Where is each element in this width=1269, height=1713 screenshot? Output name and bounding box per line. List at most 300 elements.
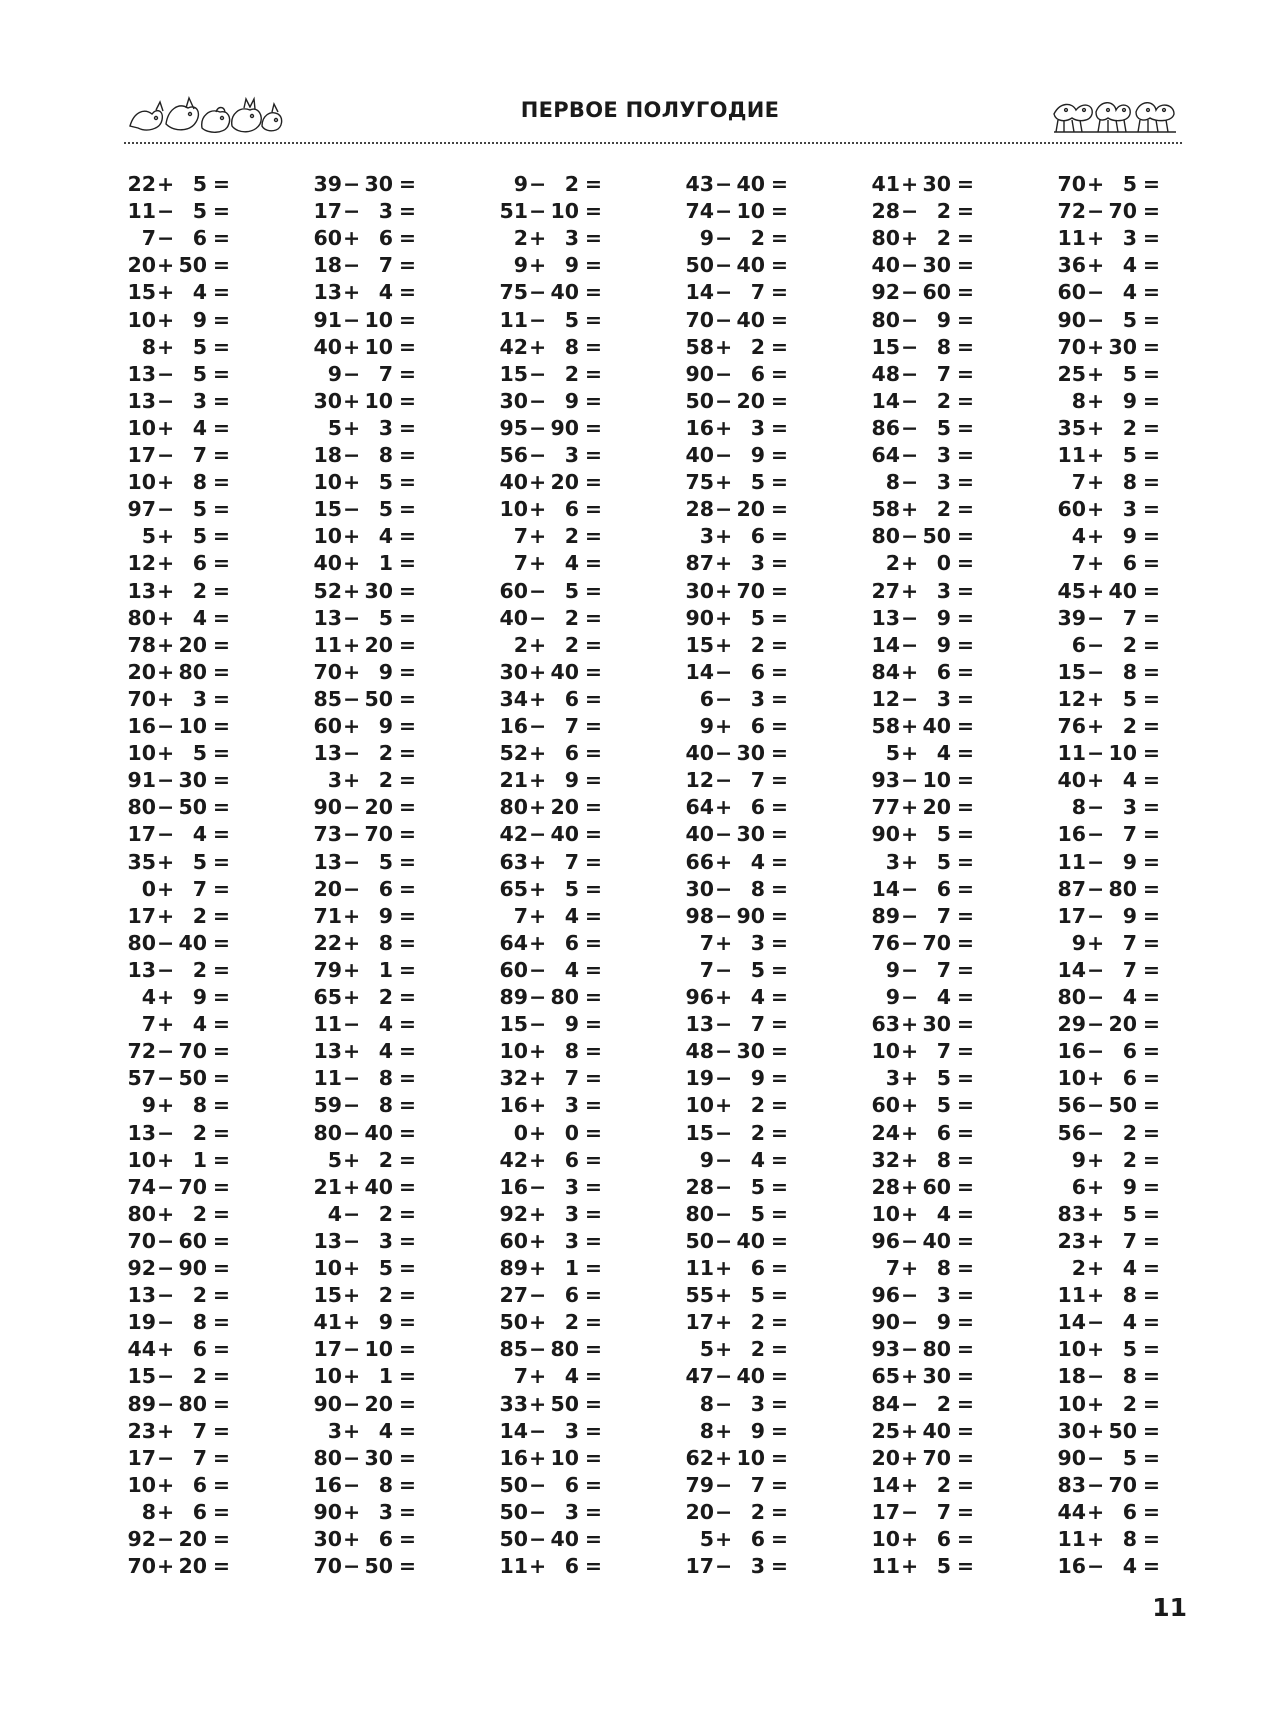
operand: 4 (564, 551, 579, 576)
problem-row (870, 550, 974, 577)
operand: 6 (564, 1554, 579, 1579)
problem-row (312, 930, 416, 957)
equals-sign: = (584, 1527, 602, 1551)
problem-row (1056, 1363, 1160, 1390)
equals-sign: = (770, 497, 788, 522)
equals-sign: = (584, 497, 602, 522)
equals-sign: = (770, 957, 788, 982)
operator: − (901, 605, 919, 630)
equals-sign: = (956, 1472, 974, 1497)
operand: 13 (127, 388, 156, 413)
operator: + (157, 605, 175, 630)
problem-row (684, 1120, 788, 1147)
operand: 50 (685, 1228, 714, 1253)
operand: 97 (127, 497, 156, 522)
operand: 80 (127, 795, 156, 820)
equals-sign: = (770, 470, 788, 495)
problem-row (126, 469, 230, 496)
operand: 16 (127, 714, 156, 738)
operand: 3 (885, 1066, 900, 1091)
problem-row (312, 252, 416, 279)
problem-row (1056, 1445, 1160, 1472)
operand: 6 (564, 1283, 579, 1308)
problem-row (1056, 1201, 1160, 1228)
operator: − (1087, 1472, 1105, 1497)
problem-row (312, 1282, 416, 1309)
operand: 50 (364, 686, 393, 711)
operand: 18 (313, 443, 342, 467)
equals-sign: = (584, 1283, 602, 1308)
operator: − (529, 307, 547, 332)
operand: 70 (127, 1228, 156, 1253)
operand: 17 (127, 1445, 156, 1470)
operand: 2 (885, 551, 900, 576)
equals-sign: = (956, 686, 974, 711)
operand: 2 (750, 632, 765, 657)
operand: 85 (499, 1337, 528, 1362)
operand: 15 (313, 497, 342, 522)
problem-row (498, 686, 602, 713)
operand: 9 (750, 1066, 765, 1091)
operator: + (715, 930, 733, 955)
operand: 20 (685, 1499, 714, 1524)
operand: 83 (1057, 1472, 1086, 1497)
equals-sign: = (398, 1066, 416, 1091)
equals-sign: = (956, 307, 974, 332)
equals-sign: = (212, 199, 230, 224)
operand: 9 (513, 172, 528, 196)
equals-sign: = (770, 1120, 788, 1145)
problem-row (126, 1065, 230, 1092)
problem-row (684, 1553, 788, 1580)
operand: 10 (127, 470, 156, 495)
operand: 8 (378, 1093, 393, 1118)
equals-sign: = (956, 930, 974, 955)
operator: + (715, 605, 733, 630)
problem-row (870, 442, 974, 469)
equals-sign: = (212, 470, 230, 495)
operand: 4 (378, 280, 393, 305)
operand: 7 (513, 551, 528, 576)
operand: 13 (127, 361, 156, 386)
problem-row (870, 1282, 974, 1309)
operand: 13 (313, 280, 342, 305)
operand: 14 (1057, 957, 1086, 982)
equals-sign: = (212, 307, 230, 332)
operator: + (343, 985, 361, 1009)
operand: 80 (550, 1337, 579, 1362)
operator: + (343, 1256, 361, 1280)
equals-sign: = (956, 1256, 974, 1280)
equals-sign: = (212, 361, 230, 386)
equals-sign: = (584, 1364, 602, 1389)
equals-sign: = (956, 1228, 974, 1253)
operator: − (343, 1391, 361, 1416)
operator: − (157, 1174, 175, 1199)
operator: − (343, 253, 361, 278)
equals-sign: = (212, 795, 230, 820)
operator: − (715, 876, 733, 901)
operand: 2 (750, 1120, 765, 1145)
operand: 13 (127, 957, 156, 982)
operator: + (901, 849, 919, 874)
equals-sign: = (212, 903, 230, 928)
equals-sign: = (584, 1201, 602, 1226)
equals-sign: = (398, 930, 416, 955)
operand: 78 (127, 632, 156, 657)
operand: 10 (550, 199, 579, 224)
operator: + (157, 1418, 175, 1443)
problem-row (498, 307, 602, 334)
operand: 87 (1057, 876, 1086, 901)
problem-row (498, 1174, 602, 1201)
problem-row (312, 767, 416, 794)
operand: 40 (736, 1228, 765, 1253)
operand: 17 (685, 1554, 714, 1579)
operand: 90 (736, 903, 765, 928)
problem-row (1056, 794, 1160, 821)
operand: 21 (499, 768, 528, 793)
operand: 50 (178, 253, 207, 278)
operand: 10 (1057, 1391, 1086, 1416)
equals-sign: = (398, 1527, 416, 1551)
operand: 2 (378, 1283, 393, 1308)
operand: 90 (685, 361, 714, 386)
equals-sign: = (398, 1472, 416, 1497)
problem-row (870, 1228, 974, 1255)
operand: 23 (1057, 1228, 1086, 1253)
operand: 7 (699, 957, 714, 982)
operator: + (529, 659, 547, 684)
problem-row (126, 1526, 230, 1553)
problem-row (1056, 1011, 1160, 1038)
operator: + (1087, 1337, 1105, 1362)
equals-sign: = (398, 524, 416, 549)
equals-sign: = (1142, 605, 1160, 630)
problem-row (1056, 876, 1160, 903)
operand: 4 (378, 1039, 393, 1064)
equals-sign: = (398, 741, 416, 766)
problem-row (870, 930, 974, 957)
problem-row (498, 767, 602, 794)
operand: 5 (750, 605, 765, 630)
operand: 70 (313, 1554, 342, 1579)
operand: 70 (178, 1174, 207, 1199)
operand: 3 (936, 443, 951, 467)
problem-row (1056, 659, 1160, 686)
operator: − (529, 1337, 547, 1362)
problem-row (498, 1553, 602, 1580)
problem-row (312, 1472, 416, 1499)
operator: − (715, 253, 733, 278)
operand: 7 (513, 524, 528, 549)
operator: + (157, 334, 175, 359)
operator: − (901, 1391, 919, 1416)
equals-sign: = (770, 1527, 788, 1551)
operator: + (901, 1201, 919, 1226)
equals-sign: = (212, 659, 230, 684)
operator: − (529, 1418, 547, 1443)
operand: 20 (550, 795, 579, 820)
problem-row (312, 550, 416, 577)
operand: 9 (1071, 930, 1086, 955)
equals-sign: = (1142, 1391, 1160, 1416)
equals-sign: = (398, 1256, 416, 1280)
operand: 7 (936, 1499, 951, 1524)
operand: 76 (871, 930, 900, 955)
operand: 3 (699, 524, 714, 549)
equals-sign: = (212, 497, 230, 522)
operand: 40 (550, 280, 579, 305)
operator: − (529, 957, 547, 982)
equals-sign: = (770, 822, 788, 847)
operand: 44 (1057, 1499, 1086, 1524)
operand: 18 (313, 253, 342, 278)
equals-sign: = (770, 1554, 788, 1579)
problem-row (870, 279, 974, 306)
equals-sign: = (584, 1093, 602, 1118)
equals-sign: = (212, 1256, 230, 1280)
operator: − (715, 903, 733, 928)
operator: − (1087, 903, 1105, 928)
equals-sign: = (770, 388, 788, 413)
problem-row (312, 279, 416, 306)
equals-sign: = (770, 795, 788, 820)
operand: 7 (936, 957, 951, 982)
operand: 5 (699, 1337, 714, 1362)
equals-sign: = (398, 1337, 416, 1362)
equals-sign: = (212, 1337, 230, 1362)
equals-sign: = (398, 1012, 416, 1037)
operand: 70 (922, 930, 951, 955)
problem-row (684, 252, 788, 279)
problem-row (312, 1255, 416, 1282)
operand: 3 (936, 1283, 951, 1308)
equals-sign: = (956, 1499, 974, 1524)
operator: + (715, 334, 733, 359)
operand: 6 (1122, 1499, 1137, 1524)
operand: 8 (1122, 659, 1137, 684)
operand: 9 (699, 226, 714, 251)
problem-row (126, 252, 230, 279)
operator: + (1087, 1201, 1105, 1226)
operator: + (901, 1445, 919, 1470)
operator: − (1087, 1039, 1105, 1064)
operator: − (157, 1364, 175, 1389)
operand: 30 (178, 768, 207, 793)
operator: − (715, 388, 733, 413)
equals-sign: = (956, 1201, 974, 1226)
operand: 30 (313, 388, 342, 413)
problem-row (126, 225, 230, 252)
page-title: ПЕРВОЕ ПОЛУГОДИЕ (520, 98, 780, 122)
operator: − (157, 443, 175, 467)
problem-row (498, 713, 602, 740)
operand: 92 (127, 1256, 156, 1280)
operand: 93 (871, 768, 900, 793)
operand: 60 (313, 714, 342, 738)
operator: − (529, 1012, 547, 1037)
equals-sign: = (956, 957, 974, 982)
equals-sign: = (212, 1391, 230, 1416)
operand: 11 (313, 632, 342, 657)
operator: + (901, 1418, 919, 1443)
operator: + (1087, 415, 1105, 440)
operator: + (901, 497, 919, 522)
operator: − (529, 1283, 547, 1308)
equals-sign: = (1142, 985, 1160, 1009)
equals-sign: = (956, 714, 974, 738)
equals-sign: = (584, 307, 602, 332)
operand: 58 (871, 714, 900, 738)
operand: 13 (127, 1120, 156, 1145)
operand: 10 (499, 1039, 528, 1064)
problem-row (498, 496, 602, 523)
operator: − (715, 1120, 733, 1145)
operand: 6 (564, 1472, 579, 1497)
operand: 80 (1108, 876, 1137, 901)
problem-row (498, 1499, 602, 1526)
operator: − (715, 1147, 733, 1172)
operand: 8 (885, 470, 900, 495)
operand: 98 (685, 903, 714, 928)
problem-row (1056, 686, 1160, 713)
operand: 3 (750, 1554, 765, 1579)
operator: − (157, 1120, 175, 1145)
operand: 12 (127, 551, 156, 576)
operand: 70 (364, 822, 393, 847)
operand: 10 (178, 714, 207, 738)
operand: 60 (178, 1228, 207, 1253)
operand: 6 (192, 1499, 207, 1524)
operand: 32 (499, 1066, 528, 1091)
operator: − (157, 1391, 175, 1416)
operand: 14 (871, 876, 900, 901)
equals-sign: = (398, 551, 416, 576)
equals-sign: = (212, 1093, 230, 1118)
problem-row (1056, 279, 1160, 306)
problem-row (684, 1526, 788, 1553)
problem-row (684, 469, 788, 496)
equals-sign: = (770, 1445, 788, 1470)
operand: 96 (871, 1283, 900, 1308)
operand: 64 (499, 930, 528, 955)
operand: 2 (192, 1201, 207, 1226)
equals-sign: = (584, 795, 602, 820)
operand: 5 (192, 334, 207, 359)
operand: 3 (564, 1174, 579, 1199)
problem-row (684, 307, 788, 334)
operator: + (157, 1093, 175, 1118)
operand: 3 (1122, 226, 1137, 251)
equals-sign: = (212, 443, 230, 467)
problem-row (1056, 1418, 1160, 1445)
problem-row (126, 1011, 230, 1038)
operator: + (529, 1364, 547, 1389)
operator: + (157, 849, 175, 874)
operand: 56 (1057, 1093, 1086, 1118)
equals-sign: = (1142, 172, 1160, 196)
operand: 80 (871, 524, 900, 549)
problem-row (312, 1363, 416, 1390)
operand: 24 (871, 1120, 900, 1145)
operand: 8 (564, 1039, 579, 1064)
problem-row (498, 740, 602, 767)
operand: 8 (1122, 1527, 1137, 1551)
problem-row (126, 442, 230, 469)
problem-row (1056, 1472, 1160, 1499)
operator: − (715, 497, 733, 522)
operand: 10 (313, 1364, 342, 1389)
problem-row (312, 659, 416, 686)
problem-row (126, 1499, 230, 1526)
problem-row (312, 1011, 416, 1038)
problem-row (1056, 388, 1160, 415)
operand: 9 (564, 1012, 579, 1037)
operand: 40 (922, 1418, 951, 1443)
equals-sign: = (770, 741, 788, 766)
equals-sign: = (956, 1093, 974, 1118)
operator: + (157, 470, 175, 495)
problem-row (498, 1120, 602, 1147)
operand: 96 (685, 985, 714, 1009)
operand: 5 (564, 307, 579, 332)
operator: − (529, 172, 547, 196)
operand: 3 (936, 578, 951, 603)
problem-row (312, 1526, 416, 1553)
equals-sign: = (1142, 1364, 1160, 1389)
operand: 90 (178, 1256, 207, 1280)
problem-row (870, 713, 974, 740)
operand: 6 (192, 551, 207, 576)
operator: − (901, 280, 919, 305)
operand: 70 (922, 1445, 951, 1470)
equals-sign: = (584, 741, 602, 766)
operand: 5 (327, 1147, 342, 1172)
problem-row (312, 198, 416, 225)
operand: 3 (378, 415, 393, 440)
operator: − (715, 686, 733, 711)
operand: 70 (1108, 1472, 1137, 1497)
operand: 4 (378, 1418, 393, 1443)
operand: 40 (499, 470, 528, 495)
operand: 5 (699, 1527, 714, 1551)
operand: 55 (685, 1283, 714, 1308)
problem-row (126, 1147, 230, 1174)
operand: 17 (127, 822, 156, 847)
operand: 4 (1122, 1310, 1137, 1335)
problem-row (1056, 1553, 1160, 1580)
operand: 3 (564, 1093, 579, 1118)
equals-sign: = (1142, 849, 1160, 874)
equals-sign: = (956, 1364, 974, 1389)
operand: 9 (885, 985, 900, 1009)
operand: 10 (313, 524, 342, 549)
problem-row (870, 1445, 974, 1472)
operand: 86 (871, 415, 900, 440)
operator: + (1087, 551, 1105, 576)
operator: + (529, 1147, 547, 1172)
problem-row (870, 361, 974, 388)
equals-sign: = (212, 849, 230, 874)
operand: 14 (1057, 1310, 1086, 1335)
operand: 2 (1071, 1256, 1086, 1280)
operand: 11 (1057, 443, 1086, 467)
operand: 7 (1071, 470, 1086, 495)
operand: 4 (1071, 524, 1086, 549)
problem-row (312, 605, 416, 632)
operator: + (529, 1039, 547, 1064)
